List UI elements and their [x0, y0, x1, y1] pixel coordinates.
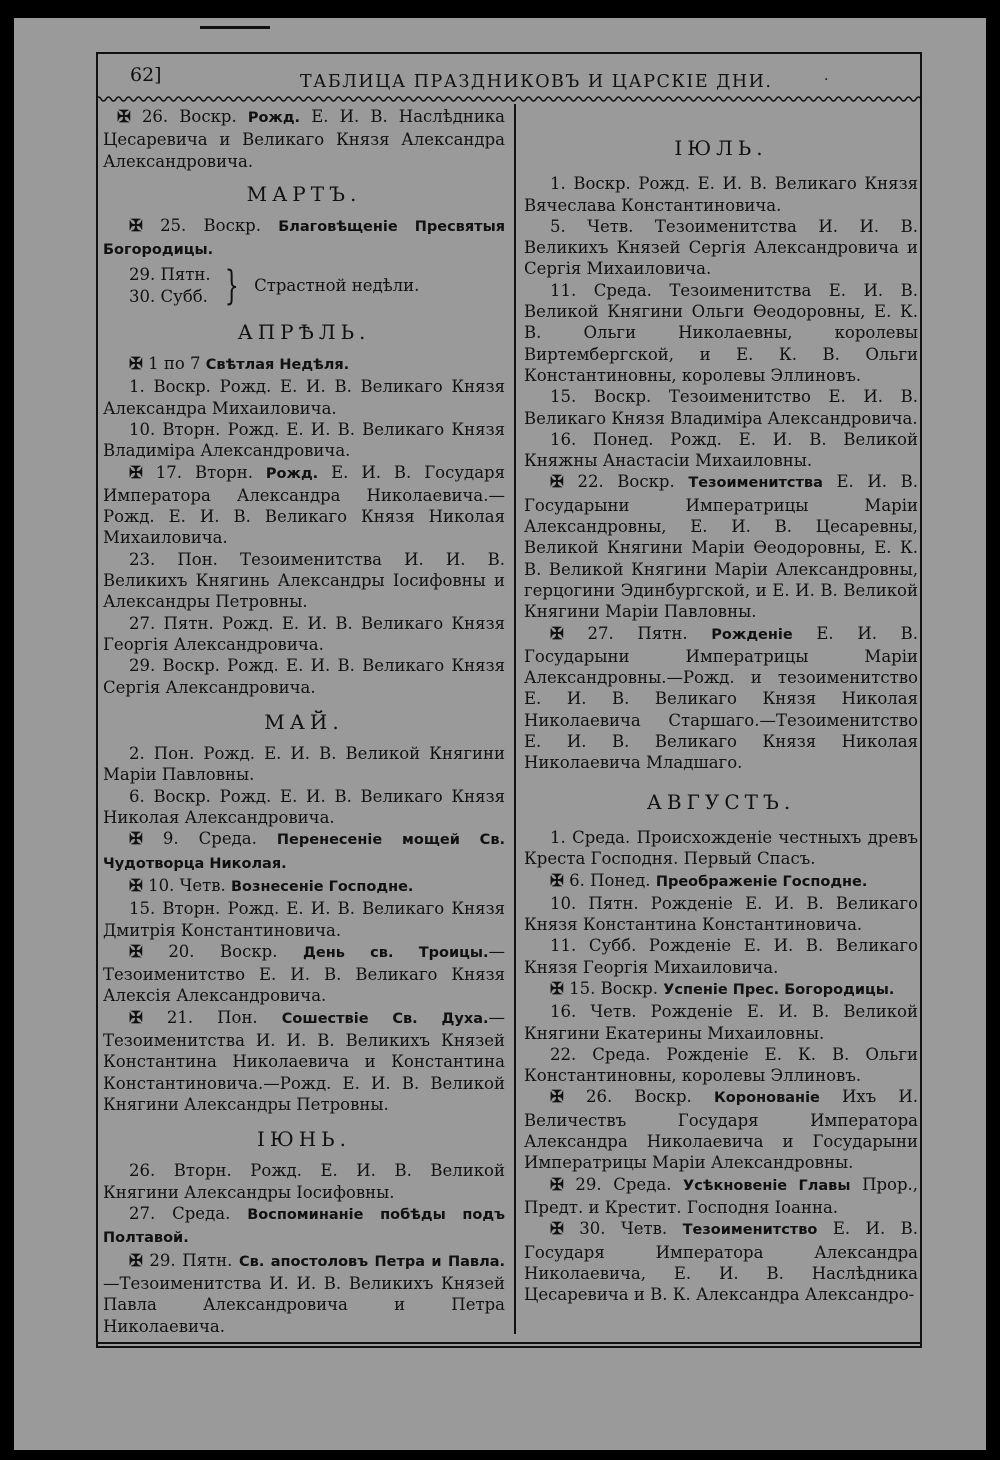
entry-bold: Тезоименитства [688, 475, 823, 492]
entry-iyul-5: 5. Четв. Тезоименитства И. И. В. Великихъ Князей Сергія Александровича и Сергія Михаиловича. [524, 216, 918, 279]
entry-mart-25 [103, 215, 505, 262]
entry-text: Ихъ И. Величествъ Государя Императора Александра Николаевича и Государыни Императрицы Маріи Александровны. [524, 1087, 919, 1173]
entry-date: 1 по 7 [148, 354, 201, 374]
entry-bold: Преображеніе Господне. [655, 873, 868, 890]
entry-aprel-27: 27. Пятн. Рожд. Е. И. В. Великаго Князя Георгія Александровича. [103, 613, 505, 654]
entry-date: 17. Вторн. [155, 462, 253, 482]
cross-icon: ✠ [550, 472, 564, 492]
cross-icon: ✠ [129, 829, 143, 849]
entry-aprel-svetlaya [103, 353, 505, 376]
entry-avgust-29 [524, 1174, 918, 1219]
cross-icon: ✠ [129, 1250, 143, 1270]
entry-date: 15. Воскр. [569, 978, 658, 998]
page-title: ТАБЛИЦА ПРАЗДНИКОВЪ И ЦАРСКІЕ ДНИ. [300, 72, 773, 92]
entry-aprel-10: 10. Вторн. Рожд. Е. И. В. Великаго Князя Владиміра Александровича. [103, 419, 505, 461]
entry-iyun-29 [103, 1250, 505, 1337]
passion-week-label: Страстной недѣли. [254, 276, 420, 296]
entry-bold: Св. апостоловъ Петра и Павла. [239, 1253, 505, 1270]
cross-icon: ✠ [129, 354, 143, 374]
entry-text: —Тезоименитства И. И. В. Великихъ Князей Константина Николаевича и Константина Константиновича.—Рожд. Е. И. В. Великой Княгини Александры Петровны. [103, 1007, 506, 1114]
entry-aprel-1: 1. Воскр. Рожд. Е. И. В. Великаго Князя Александра Михаиловича. [103, 377, 505, 418]
entry-text: —Тезоименитства И. И. В. Великихъ Князей Павла Александровича и Петра Николаевича. [103, 1273, 505, 1336]
month-heading-iyun: ІЮНЬ. [256, 1127, 352, 1152]
entry-text: Е. И. В. Государя Императора Александра Николаевича.—Рожд. Е. И. В. Великаго Князя Николая Михаиловича. [103, 462, 506, 548]
cross-icon: ✠ [129, 216, 143, 236]
entry-avgust-1: 1. Среда. Происхожденіе честныхъ древъ Креста Господня. Первый Спасъ. [524, 827, 918, 869]
entry-avgust-10: 10. Пятн. Рожденіе Е. И. В. Великаго Князя Константина Константиновича. [524, 893, 918, 935]
month-heading-avgust: АВГУСТЪ. [646, 789, 796, 814]
entry-iyul-16: 16. Понед. Рожд. Е. И. В. Великой Княжны Анастасіи Михаиловны. [524, 429, 918, 471]
entry-avgust-11: 11. Субб. Рожденіе Е. И. В. Великаго Князя Георгія Михаиловича. [524, 936, 918, 977]
entry-text: Е. И. В. Государя Императора Александра Николаевича, Е. И. В. Наслѣдника Цесаревича и В. К. Александра Александро- [524, 1219, 919, 1305]
cross-icon: ✠ [117, 107, 131, 126]
cross-icon: ✠ [550, 870, 564, 890]
month-heading-mart: МАРТЪ. [246, 181, 362, 206]
day-30: 30. Субб. [129, 286, 208, 306]
entry-text: Прор., Предт. и Крестит. Господня Іоанна. [524, 1174, 918, 1217]
entry-date: 21. Пон. [166, 1007, 258, 1027]
entry-bold: Вознесеніе Господне. [231, 878, 414, 895]
entry-iyul-11: 11. Среда. Тезоименитства Е. И. В. Великой Княгини Ольги Ѳеодоровны, Е. К. В. Ольги Николаевны, королевы Виртембергской, и Е. К. В. Ольги Константиновны, королевы Эллиновъ. [524, 280, 918, 385]
entry-avgust-6 [524, 870, 918, 893]
entry-iyul-15: 15. Воскр. Тезоименитство Е. И. В. Великаго Князя Владиміра Александровича. [524, 387, 918, 428]
entry-date: 29. Пятн. [149, 1250, 233, 1270]
cross-icon: ✠ [550, 1087, 564, 1107]
entry-mai-20 [103, 941, 505, 1007]
cross-icon: ✠ [129, 1007, 143, 1027]
month-heading-aprel: АПРѢЛЬ. [237, 319, 371, 344]
entry-bold: Воспоминаніе побѣды подъ Полтавой. [103, 1207, 505, 1247]
entry-bold: Рожденіе [711, 626, 793, 643]
entry-avgust-30 [524, 1218, 918, 1305]
right-column [524, 106, 918, 1305]
entry-aprel-17 [103, 462, 505, 549]
entry-date: 26. Воскр. [141, 107, 237, 126]
entry-aprel-29: 29. Воскр. Рожд. Е. И. В. Великаго Князя Сергія Александровича. [103, 656, 505, 697]
wavy-rule [96, 92, 922, 106]
entry-text: Е. И. В. Государыни Императрицы Маріи Александровны.—Рожд. и тезоименитство Е. И. В. Великаго Князя Николая Николаевича Старшаго.—Тезоименитство Е. И. В. Великаго Князя Николая Николаевича Младшаго. [524, 623, 919, 773]
cross-icon: ✠ [129, 462, 143, 482]
entry-bold: День св. Троицы. [302, 944, 489, 961]
entry-date: 29. Среда. [575, 1174, 672, 1194]
entry-date: 9. Среда. [162, 829, 257, 849]
entry-avgust-16: 16. Четв. Рожденіе Е. И. В. Великой Княгини Екатерины Михаиловны. [524, 1002, 918, 1043]
entry-text: Е. И. В. Наслѣдника Цесаревича и Великаго Князя Александра Александровича. [103, 107, 506, 171]
month-heading-mai: МАЙ. [264, 709, 344, 734]
entry-bold: Рожд. [247, 110, 301, 126]
entry-date: 26. Воскр. [585, 1087, 692, 1107]
entry-bold: Свѣтлая Недѣля. [205, 357, 350, 374]
entry-date: 27. Пятн. [587, 623, 688, 643]
entry-date: 25. Воскр. [160, 216, 261, 236]
header-dot: · [824, 72, 829, 88]
entry-date: 22. Воскр. [577, 472, 675, 492]
entry-mai-9 [103, 828, 505, 875]
entry-aprel-23: 23. Пон. Тезоименитства И. И. В. Великихъ Княгинь Александры Іосифовны и Александры Петровны. [103, 549, 505, 612]
entry-mai-15: 15. Вторн. Рожд. Е. И. В. Великаго Князя Дмитрія Константиновича. [103, 899, 505, 940]
entry-feb-26 [103, 106, 505, 172]
entry-avgust-26 [524, 1086, 918, 1173]
day-29: 29. Пятн. [129, 264, 211, 284]
entry-text: —Тезоименитство Е. И. В. Великаго Князя Алексія Александровича. [103, 941, 505, 1006]
cross-icon: ✠ [550, 978, 564, 998]
entry-mai-6: 6. Воскр. Рожд. Е. И. В. Великаго Князя Николая Александровича. [103, 786, 505, 828]
entry-bold: Благовѣщеніе Пресвятыя Богородицы. [103, 219, 505, 259]
cross-icon: ✠ [550, 1174, 564, 1194]
entry-bold: Рожд. [265, 465, 319, 482]
left-column [103, 106, 505, 1337]
entry-mai-21 [103, 1007, 505, 1115]
entry-bold: Перенесеніе мощей Св. Чудотворца Николая. [103, 832, 506, 872]
entry-bold: Сошествіе Св. Духа. [281, 1010, 489, 1027]
entry-iyun-27 [103, 1203, 505, 1250]
entry-iyun-26: 26. Вторн. Рожд. Е. И. В. Великой Княгини Александры Іосифовны. [103, 1161, 505, 1202]
entry-text: Е. И. В. Государыни Императрицы Маріи Александровны, Е. И. В. Цесаревны, Великой Княгини Маріи Ѳеодоровны, Е. К. В. Великой Княгини Маріи Александровны, герцогини Эдинбургской, и Е. И. В. Великой Княгини Маріи Павловны. [524, 472, 919, 622]
entry-iyul-22 [524, 471, 918, 622]
bottom-rule [96, 1342, 922, 1344]
entry-mai-2: 2. Пон. Рожд. Е. И. В. Великой Княгини Маріи Павловны. [103, 744, 505, 785]
brace-icon: } [224, 262, 239, 309]
passion-week-block [103, 264, 505, 308]
entry-bold: Коронованіе [713, 1090, 820, 1107]
cross-icon: ✠ [550, 1219, 564, 1239]
entry-date: 30. Четв. [579, 1219, 668, 1239]
entry-date: 6. Понед. [569, 870, 651, 890]
entry-date: 20. Воскр. [168, 941, 278, 961]
entry-avgust-22: 22. Среда. Рожденіе Е. К. В. Ольги Константиновны, королевы Эллиновъ. [524, 1044, 918, 1086]
entry-avgust-15 [524, 978, 918, 1001]
scan-edge-mark [200, 26, 270, 29]
entry-iyul-27 [524, 623, 918, 774]
cross-icon: ✠ [550, 623, 564, 643]
cross-icon: ✠ [129, 875, 143, 895]
entry-date: 10. Четв. [148, 875, 226, 895]
entry-iyul-1: 1. Воскр. Рожд. Е. И. В. Великаго Князя Вячеслава Константиновича. [524, 174, 918, 215]
entry-bold: Успеніе Прес. Богородицы. [663, 981, 895, 998]
cross-icon: ✠ [129, 941, 143, 961]
entry-date: 27. Среда. [129, 1204, 231, 1224]
entry-bold: Тезоименитство [682, 1222, 818, 1239]
page-number: 62] [130, 64, 162, 86]
entry-mai-10 [103, 875, 505, 898]
column-divider [514, 104, 516, 1334]
month-heading-iyul: ІЮЛЬ. [674, 136, 768, 160]
entry-bold: Усѣкновеніе Главы [683, 1177, 851, 1194]
